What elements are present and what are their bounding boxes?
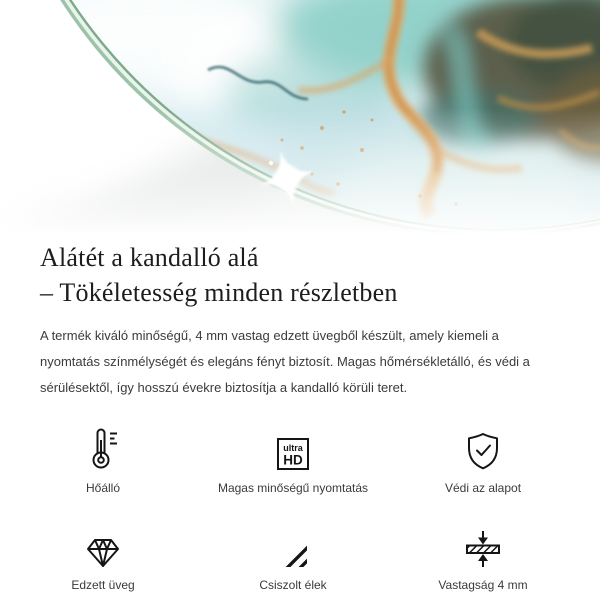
feature-label: Edzett üveg xyxy=(71,578,135,592)
thermometer-icon xyxy=(87,427,119,471)
hero-image-container xyxy=(0,0,600,233)
page-title xyxy=(40,240,560,310)
feature-label: Magas minőségű nyomtatás xyxy=(217,481,369,495)
shield-check-icon xyxy=(464,431,502,471)
feature-label: Csiszolt élek xyxy=(259,578,327,592)
feature-grid xyxy=(8,425,600,592)
title-line-1: Alátét a kandalló alá xyxy=(40,243,259,272)
product-photo xyxy=(0,0,600,233)
feature-label: Vastagság 4 mm xyxy=(438,578,528,592)
feature-label: Hőálló xyxy=(85,481,121,495)
ultra-hd-icon-text-bottom: HD xyxy=(283,452,303,468)
title-line-2: – Tökéletesség minden részletben xyxy=(40,278,398,307)
polished-edges-icon xyxy=(277,537,309,568)
feature-thickness xyxy=(388,522,578,592)
ultra-hd-icon-text-top: ultra xyxy=(283,443,303,453)
feature-tempered-glass xyxy=(8,522,198,592)
feature-ultra-hd-print xyxy=(198,425,388,495)
feature-polished-edges xyxy=(198,522,388,592)
thickness-4mm-icon xyxy=(463,530,503,568)
feature-label: Védi az alapot xyxy=(444,481,522,495)
product-description: A termék kiváló minőségű, 4 mm vastag edzett üvegből készült, amely kiemeli a nyomtatás színmélységét és elegáns fényt biztosít. Magas hőmérsékletálló, és védi a sérülésektől, így hosszú évekre biztosítja a kandalló körüli teret. xyxy=(40,328,530,395)
feature-protects-base xyxy=(388,425,578,495)
diamond-icon xyxy=(84,537,122,568)
ultra-hd-icon xyxy=(276,437,310,471)
feature-heat-resistant xyxy=(8,425,198,495)
